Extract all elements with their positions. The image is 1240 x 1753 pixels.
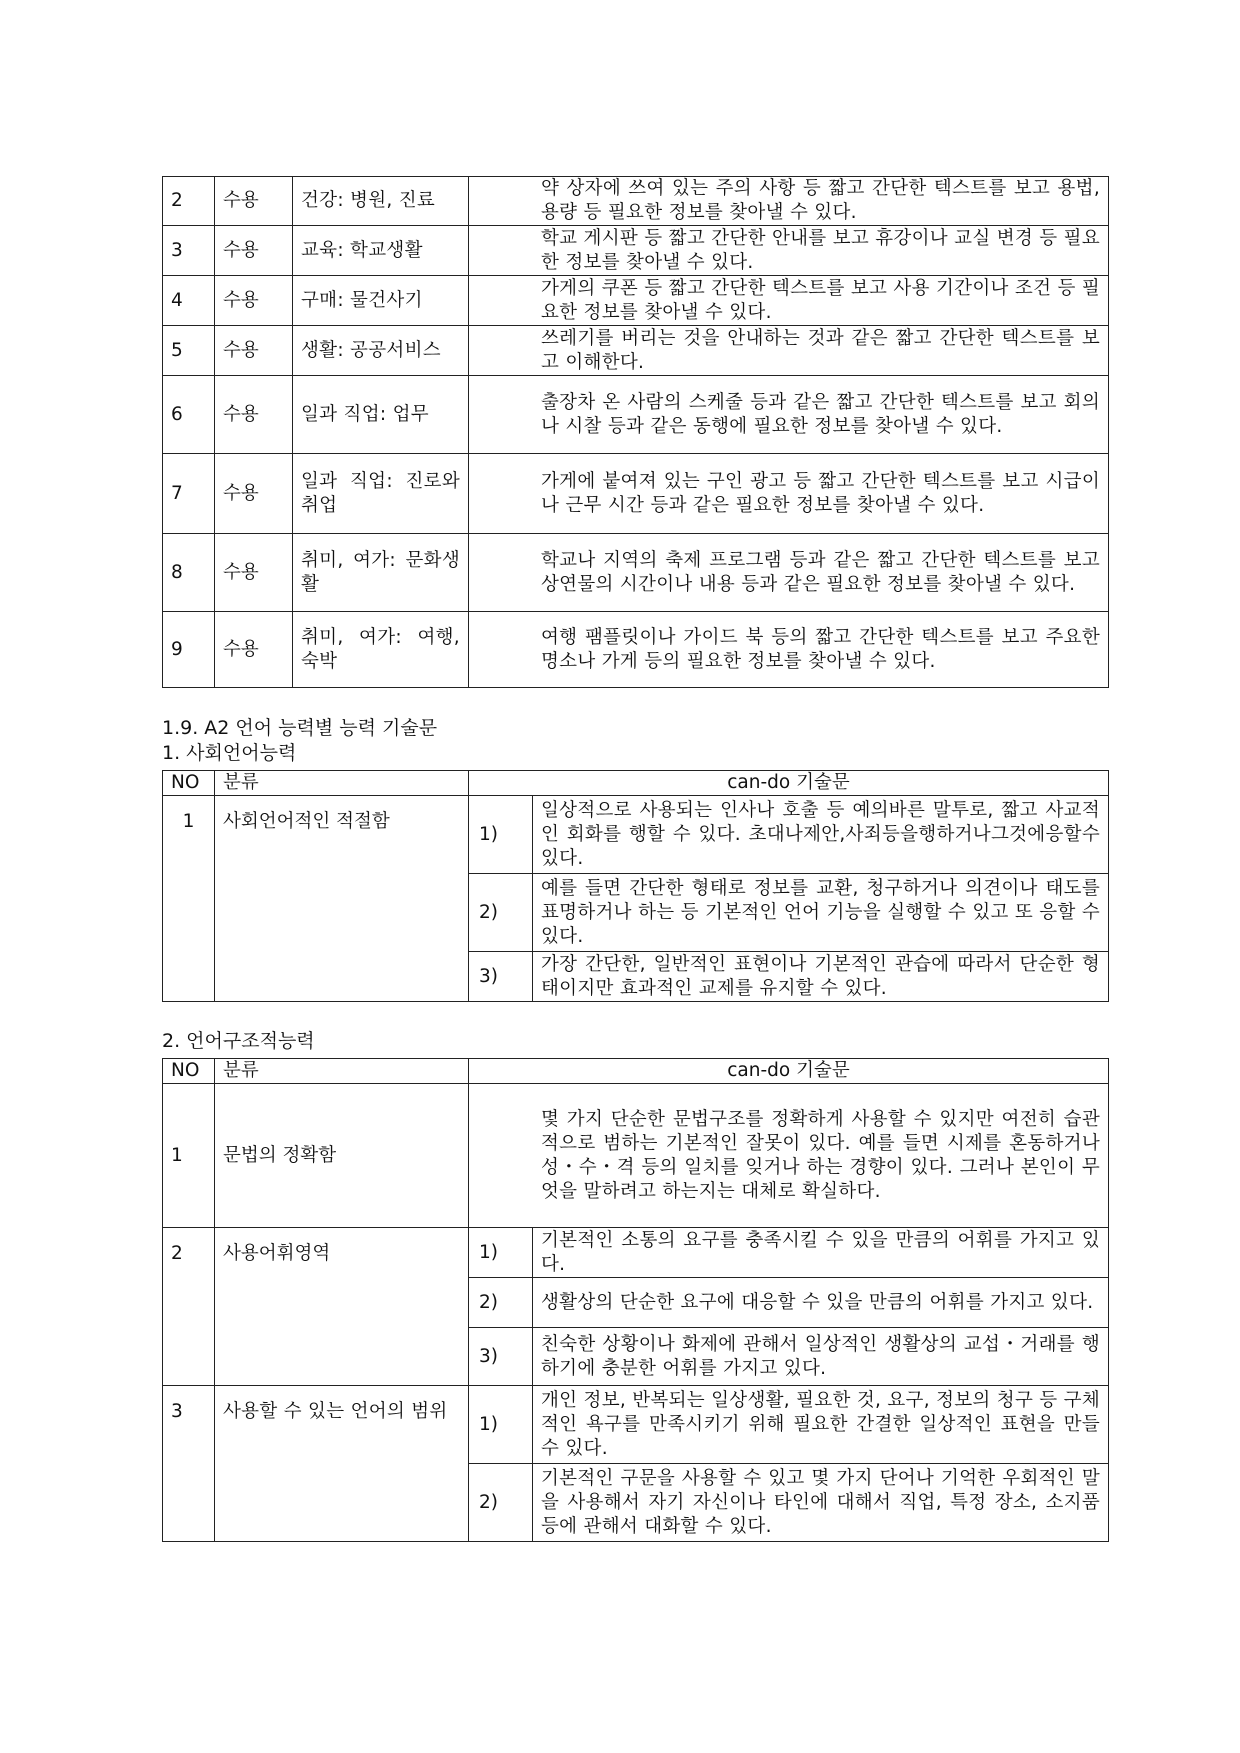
item-index: 2) xyxy=(469,1278,533,1328)
row-topic: 교육: 학교생활 xyxy=(293,226,469,276)
table-row xyxy=(163,534,1109,612)
table-row xyxy=(163,226,1109,276)
item-text: 기본적인 소통의 요구를 충족시킬 수 있을 만큼의 어휘를 가지고 있다. xyxy=(533,1228,1109,1278)
table-row xyxy=(163,796,1109,874)
item-text: 생활상의 단순한 요구에 대응할 수 있을 만큼의 어휘를 가지고 있다. xyxy=(533,1278,1109,1328)
item-text: 몇 가지 단순한 문법구조를 정확하게 사용할 수 있지만 여전히 습관적으로 범하는 기본적인 잘못이 있다. 예를 들면 시제를 혼동하거나 성・수・격 등의 일치를 잊거나 하는 경향이 있다. 그러나 본인이 무엇을 말하려고 하는지는 대체로 확실하다. xyxy=(469,1084,1109,1228)
row-topic: 일과 직업: 진로와 취업 xyxy=(293,454,469,534)
row-topic: 생활: 공공서비스 xyxy=(293,326,469,376)
row-topic: 건강: 병원, 진료 xyxy=(293,177,469,226)
row-description: 가게에 붙여져 있는 구인 광고 등 짧고 간단한 텍스트를 보고 시급이나 근무 시간 등과 같은 필요한 정보를 찾아낼 수 있다. xyxy=(469,454,1109,534)
linguistic-structure-table xyxy=(162,1058,1109,1542)
row-description: 약 상자에 쓰여 있는 주의 사항 등 짧고 간단한 텍스트를 보고 용법, 용량 등 필요한 정보를 찾아낼 수 있다. xyxy=(469,177,1109,226)
row-topic: 취미, 여가: 여행, 숙박 xyxy=(293,612,469,688)
table-row xyxy=(163,1228,1109,1278)
row-description: 학교 게시판 등 짧고 간단한 안내를 보고 휴강이나 교실 변경 등 필요한 정보를 찾아낼 수 있다. xyxy=(469,226,1109,276)
row-type: 수용 xyxy=(215,376,293,454)
item-index: 2) xyxy=(469,874,533,952)
row-type: 수용 xyxy=(215,534,293,612)
table-row xyxy=(163,376,1109,454)
row-category: 사용어휘영역 xyxy=(215,1228,469,1386)
table-row xyxy=(163,1386,1109,1464)
item-text: 일상적으로 사용되는 인사나 호출 등 예의바른 말투로, 짧고 사교적인 회화를 행할 수 있다. 초대나제안,사죄등을행하거나그것에응할수있다. xyxy=(533,796,1109,874)
sociolinguistic-table xyxy=(162,770,1109,1002)
header-category: 분류 xyxy=(215,771,469,796)
table-header-row xyxy=(163,1059,1109,1084)
item-index: 3) xyxy=(469,1328,533,1386)
row-type: 수용 xyxy=(215,612,293,688)
row-description: 출장차 온 사람의 스케줄 등과 같은 짧고 간단한 텍스트를 보고 회의나 시찰 등과 같은 동행에 필요한 정보를 찾아낼 수 있다. xyxy=(469,376,1109,454)
row-category: 사회언어적인 적절함 xyxy=(215,796,469,1002)
row-topic: 구매: 물건사기 xyxy=(293,276,469,326)
item-index: 1) xyxy=(469,796,533,874)
row-description: 가게의 쿠폰 등 짧고 간단한 텍스트를 보고 사용 기간이나 조건 등 필요한 정보를 찾아낼 수 있다. xyxy=(469,276,1109,326)
row-number: 7 xyxy=(163,454,215,534)
row-description: 쓰레기를 버리는 것을 안내하는 것과 같은 짧고 간단한 텍스트를 보고 이해한다. xyxy=(469,326,1109,376)
item-index: 2) xyxy=(469,1464,533,1542)
row-number: 6 xyxy=(163,376,215,454)
row-type: 수용 xyxy=(215,276,293,326)
item-text: 기본적인 구문을 사용할 수 있고 몇 가지 단어나 기억한 우회적인 말을 사용해서 자기 자신이나 타인에 대해서 직업, 특정 장소, 소지품 등에 관해서 대화할 수 있다. xyxy=(533,1464,1109,1542)
row-number: 2 xyxy=(163,1228,215,1386)
row-topic: 일과 직업: 업무 xyxy=(293,376,469,454)
row-type: 수용 xyxy=(215,226,293,276)
header-no: NO xyxy=(163,1059,215,1084)
row-number: 3 xyxy=(163,226,215,276)
row-topic: 취미, 여가: 문화생활 xyxy=(293,534,469,612)
item-index: 1) xyxy=(469,1228,533,1278)
row-type: 수용 xyxy=(215,326,293,376)
table-row xyxy=(163,612,1109,688)
row-number: 3 xyxy=(163,1386,215,1542)
row-category: 문법의 정확함 xyxy=(215,1084,469,1228)
header-no: NO xyxy=(163,771,215,796)
table-row xyxy=(163,177,1109,226)
item-text: 가장 간단한, 일반적인 표현이나 기본적인 관습에 따라서 단순한 형태이지만 효과적인 교제를 유지할 수 있다. xyxy=(533,952,1109,1002)
table-header-row xyxy=(163,771,1109,796)
table-row xyxy=(163,1084,1109,1228)
row-number: 1 xyxy=(163,796,215,1002)
header-cando: can-do 기술문 xyxy=(469,1059,1109,1084)
item-text: 친숙한 상황이나 화제에 관해서 일상적인 생활상의 교섭・거래를 행하기에 충분한 어휘를 가지고 있다. xyxy=(533,1328,1109,1386)
item-index: 3) xyxy=(469,952,533,1002)
header-cando: can-do 기술문 xyxy=(469,771,1109,796)
reading-cando-table xyxy=(162,176,1109,688)
row-number: 4 xyxy=(163,276,215,326)
row-description: 여행 팸플릿이나 가이드 북 등의 짧고 간단한 텍스트를 보고 주요한 명소나 가게 등의 필요한 정보를 찾아낼 수 있다. xyxy=(469,612,1109,688)
row-type: 수용 xyxy=(215,177,293,226)
table-row xyxy=(163,326,1109,376)
row-number: 5 xyxy=(163,326,215,376)
subsection-title: 1. 사회언어능력 xyxy=(162,742,297,764)
row-type: 수용 xyxy=(215,454,293,534)
row-number: 1 xyxy=(163,1084,215,1228)
table-row xyxy=(163,276,1109,326)
row-number: 2 xyxy=(163,177,215,226)
item-index: 1) xyxy=(469,1386,533,1464)
header-category: 분류 xyxy=(215,1059,469,1084)
item-text: 개인 정보, 반복되는 일상생활, 필요한 것, 요구, 정보의 청구 등 구체적인 욕구를 만족시키기 위해 필요한 간결한 일상적인 표현을 만들 수 있다. xyxy=(533,1386,1109,1464)
row-number: 8 xyxy=(163,534,215,612)
subsection-title: 2. 언어구조적능력 xyxy=(162,1030,315,1052)
row-number: 9 xyxy=(163,612,215,688)
row-category: 사용할 수 있는 언어의 범위 xyxy=(215,1386,469,1542)
table-row xyxy=(163,454,1109,534)
section-heading: 1.9. A2 언어 능력별 능력 기술문 xyxy=(162,717,438,739)
item-text: 예를 들면 간단한 형태로 정보를 교환, 청구하거나 의견이나 태도를 표명하거나 하는 등 기본적인 언어 기능을 실행할 수 있고 또 응할 수 있다. xyxy=(533,874,1109,952)
row-description: 학교나 지역의 축제 프로그램 등과 같은 짧고 간단한 텍스트를 보고 상연물의 시간이나 내용 등과 같은 필요한 정보를 찾아낼 수 있다. xyxy=(469,534,1109,612)
